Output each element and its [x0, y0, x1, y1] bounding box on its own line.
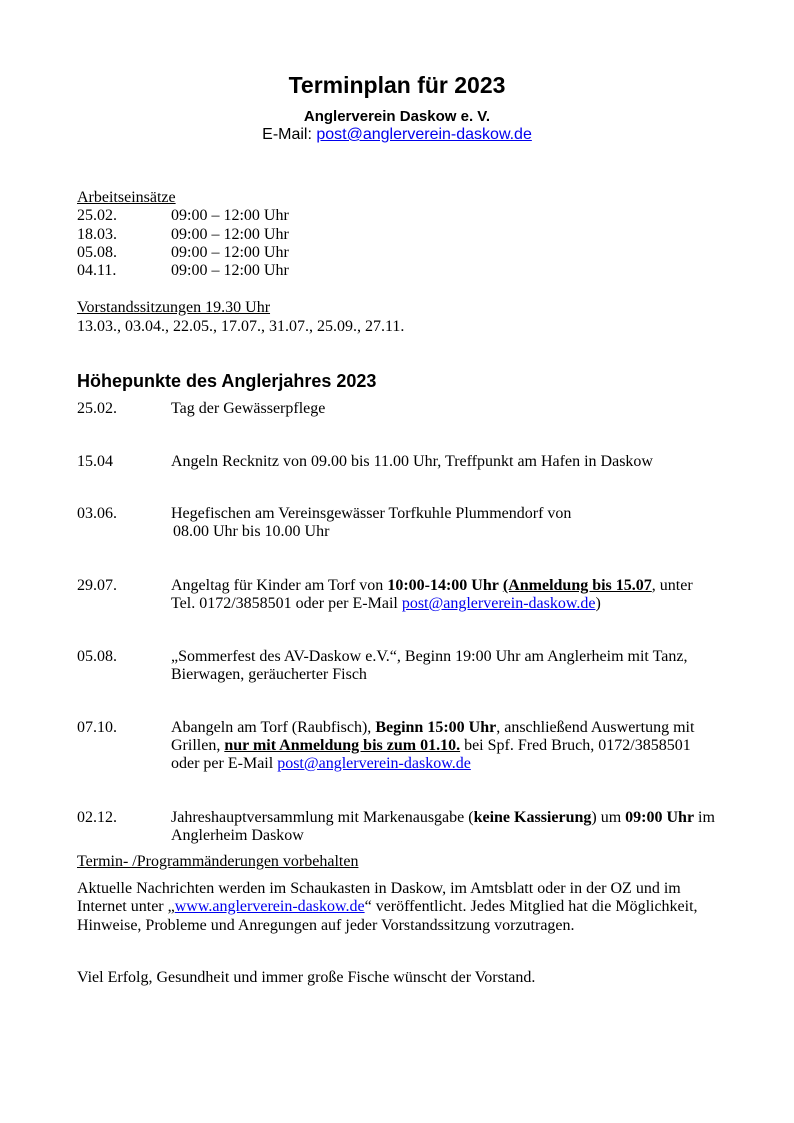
vorstand-heading: Vorstandssitzungen 19.30 Uhr	[77, 299, 271, 316]
page-title: Terminplan für 2023	[288, 72, 506, 98]
event-text: Jahreshauptversammlung mit Markenausgabe (	[171, 809, 474, 826]
arbeitseinsaetze-heading: Arbeitseinsätze	[77, 189, 176, 206]
work-date: 25.02.	[77, 207, 117, 224]
event-note: keine Kassierung	[473, 809, 592, 826]
event-date: 15.04	[77, 453, 113, 470]
event-line: „Sommerfest des AV-Daskow e.V.“, Beginn 19:00 Uhr am Anglerheim mit Tanz,	[171, 648, 688, 665]
paragraph-line: Hinweise, Probleme und Anregungen auf jeder Vorstandssitzung vorzutragen.	[77, 917, 575, 934]
event-time: 09:00 Uhr	[625, 809, 695, 826]
event-date: 03.06.	[77, 505, 117, 522]
event-line: Anglerheim Daskow	[171, 827, 304, 844]
event-text: Abangeln am Torf (Raubfisch),	[171, 719, 376, 736]
website-link[interactable]: www.anglerverein-daskow.de	[174, 898, 365, 915]
registration-deadline: (Anmeldung bis 15.07	[502, 577, 652, 594]
event-date: 07.10.	[77, 719, 117, 736]
highlights-heading: Höhepunkte des Anglerjahres 2023	[77, 371, 377, 391]
event-text: Tel. 0172/3858501 oder per E-Mail	[171, 595, 402, 612]
event-line	[171, 577, 731, 595]
work-date: 04.11.	[77, 262, 117, 279]
club-name: Anglerverein Daskow e. V.	[303, 108, 491, 125]
event-text: bei Spf. Fred Bruch, 0172/3858501	[460, 737, 691, 754]
work-time: 09:00 – 12:00 Uhr	[171, 207, 289, 224]
paragraph-text: “ veröffentlicht. Jedes Mitglied hat die Möglichkeit,	[364, 898, 698, 915]
header-email-link[interactable]: post@anglerverein-daskow.de	[316, 126, 532, 143]
event-text: im	[694, 809, 715, 826]
event-text: Grillen,	[171, 737, 225, 754]
event-line: 08.00 Uhr bis 10.00 Uhr	[173, 523, 330, 540]
email-label: E-Mail:	[262, 126, 317, 143]
event-line	[171, 737, 731, 755]
event-text: oder per E-Mail	[171, 755, 278, 772]
event-date: 05.08.	[77, 648, 117, 665]
event-date: 02.12.	[77, 809, 117, 826]
event-description	[171, 577, 731, 613]
event-description	[171, 648, 731, 684]
event-time: Beginn 15:00 Uhr	[375, 719, 497, 736]
registration-deadline: nur mit Anmeldung bis zum 01.10.	[224, 737, 461, 754]
event-text: , unter	[651, 577, 693, 594]
event-line	[171, 755, 731, 773]
closing-text: Viel Erfolg, Gesundheit und immer große Fische wünscht der Vorstand.	[77, 969, 536, 986]
header-email-line	[0, 126, 794, 144]
event-text: )	[595, 595, 601, 612]
work-time: 09:00 – 12:00 Uhr	[171, 244, 289, 261]
work-time: 09:00 – 12:00 Uhr	[171, 262, 289, 279]
event-email-link[interactable]: post@anglerverein-daskow.de	[277, 755, 471, 772]
event-description	[171, 719, 731, 773]
event-text: , anschließend Auswertung mit	[496, 719, 695, 736]
work-date: 05.08.	[77, 244, 117, 261]
paragraph-text: Internet unter „	[77, 898, 175, 915]
vorstand-dates: 13.03., 03.04., 22.05., 17.07., 31.07., 25.09., 27.11.	[77, 318, 405, 335]
event-description: Angeln Recknitz von 09.00 bis 11.00 Uhr, Treffpunkt am Hafen in Daskow	[171, 453, 653, 470]
event-email-link[interactable]: post@anglerverein-daskow.de	[401, 595, 596, 612]
event-description	[171, 505, 731, 541]
event-text: Angeltag für Kinder am Torf von	[171, 577, 388, 594]
event-date: 29.07.	[77, 577, 117, 594]
event-line: Bierwagen, geräucherter Fisch	[171, 666, 367, 683]
paragraph-line: Aktuelle Nachrichten werden im Schaukasten in Daskow, im Amtsblatt oder in der OZ und im	[77, 880, 681, 897]
event-line	[171, 809, 731, 827]
event-line: Hegefischen am Vereinsgewässer Torfkuhle Plummendorf von	[171, 505, 572, 522]
paragraph-line	[77, 898, 698, 916]
event-text: ) um	[591, 809, 626, 826]
event-time: 10:00-14:00 Uhr	[387, 577, 499, 594]
work-time: 09:00 – 12:00 Uhr	[171, 226, 289, 243]
changes-note: Termin- /Programmänderungen vorbehalten	[77, 853, 359, 870]
event-line	[171, 595, 731, 613]
work-date: 18.03.	[77, 226, 117, 243]
event-date: 25.02.	[77, 400, 117, 417]
event-description	[171, 809, 731, 845]
event-line	[171, 719, 731, 737]
event-description: Tag der Gewässerpflege	[171, 400, 326, 417]
